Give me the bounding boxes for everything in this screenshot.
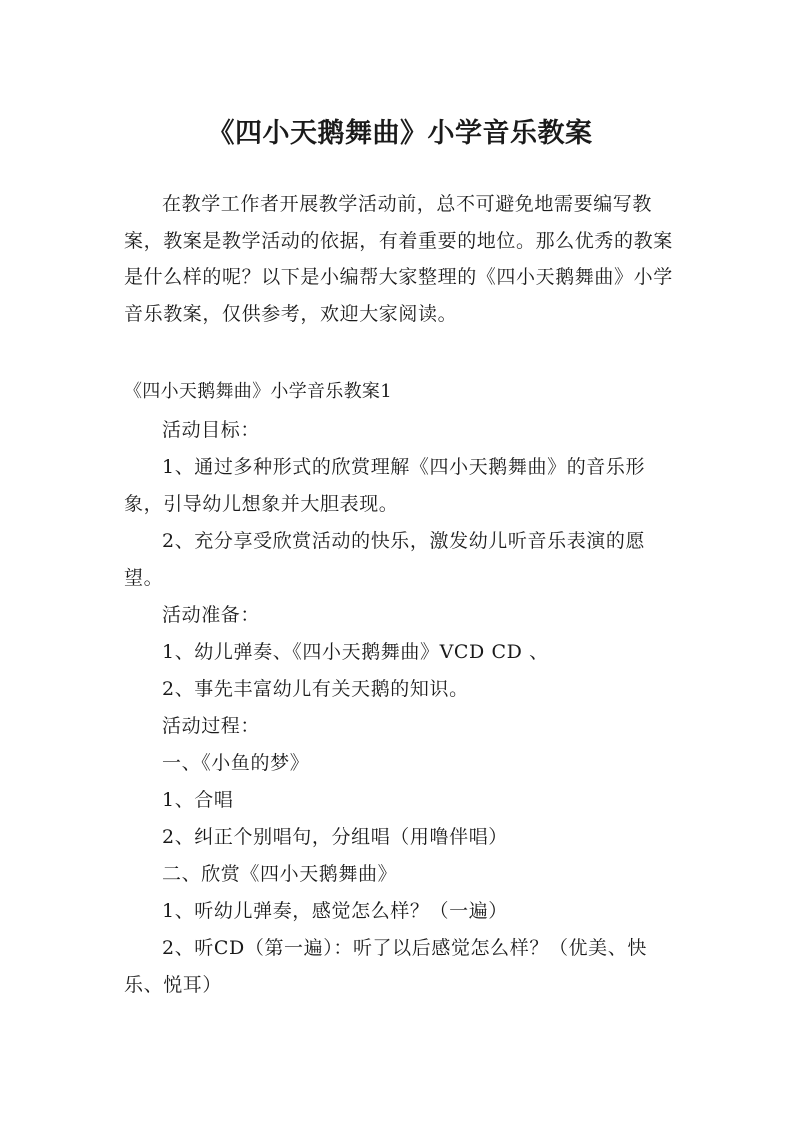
body-line-preparation-heading: 活动准备： xyxy=(162,604,261,626)
body-line-part-one: 一、《小鱼的梦》 xyxy=(162,752,310,774)
section-heading: 《四小天鹅舞曲》小学音乐教案1 xyxy=(124,381,392,402)
body-line-objective-2: 2、充分享受欣赏活动的快乐，激发幼儿听音乐表演的愿望。 xyxy=(124,530,646,589)
body-line-step-chorus: 1、合唱 xyxy=(162,789,234,811)
body-line-preparation-2: 2、事先丰富幼儿有关天鹅的知识。 xyxy=(162,678,469,700)
page-title: 《四小天鹅舞曲》小学音乐教案 xyxy=(207,118,593,150)
body-line-step-listen-cd: 2、听CD（第一遍）：听了以后感觉怎么样？（优美、快乐、悦耳） xyxy=(124,937,647,996)
lesson-body xyxy=(124,412,680,1004)
intro-paragraph: 在教学工作者开展教学活动前，总不可避免地需要编写教案，教案是教学活动的依据，有着重要的地位。那么优秀的教案是什么样的呢？以下是小编帮大家整理的《四小天鹅舞曲》小学音乐教案，仅供参考，欢迎大家阅读。 xyxy=(124,193,673,325)
body-line-process-heading: 活动过程： xyxy=(162,715,261,737)
body-line-preparation-1: 1、幼儿弹奏、《四小天鹅舞曲》VCD CD 、 xyxy=(162,641,549,663)
body-line-objectives-heading: 活动目标： xyxy=(162,419,261,441)
body-line-part-two: 二、欣赏《四小天鹅舞曲》 xyxy=(162,863,398,885)
body-line-step-listen-play: 1、听幼儿弹奏，感觉怎么样？（一遍） xyxy=(162,900,508,922)
body-line-step-correct: 2、纠正个别唱句，分组唱（用噜伴唱） xyxy=(162,826,508,848)
body-line-objective-1: 1、通过多种形式的欣赏理解《四小天鹅舞曲》的音乐形象，引导幼儿想象并大胆表现。 xyxy=(124,456,646,515)
